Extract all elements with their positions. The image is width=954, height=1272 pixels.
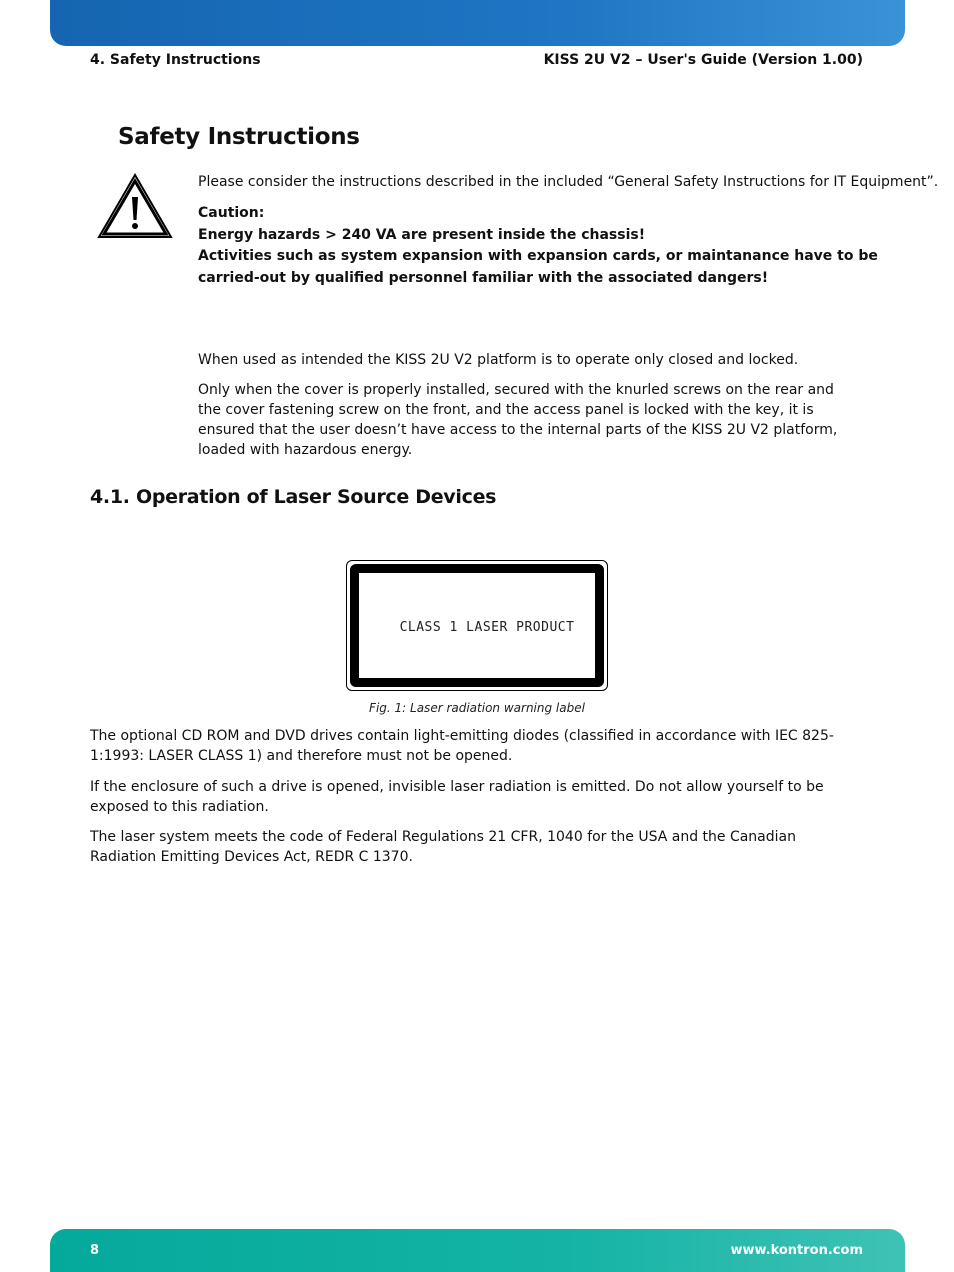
intro-paragraph: Please consider the instructions described in the included “General Safety Instructions for IT Equipment”.	[198, 174, 939, 190]
page-number: 8	[90, 1243, 100, 1258]
header-doc-title: KISS 2U V2 – User's Guide (Version 1.00)	[543, 52, 863, 68]
laser-label-text: CLASS 1 LASER PRODUCT	[399, 620, 575, 635]
laser-paragraph-regulations: The laser system meets the code of Federal Regulations 21 CFR, 1040 for the USA and the Canadian Radiation Emitting Devices Act, REDR C 1370.	[90, 829, 796, 865]
section-title-laser: 4.1. Operation of Laser Source Devices	[90, 486, 497, 508]
page-title: Safety Instructions	[118, 124, 360, 150]
warning-triangle-icon	[97, 173, 173, 239]
laser-paragraph-drives: The optional CD ROM and DVD drives contain light-emitting diodes (classified in accordance with IEC 825-1:1993: LASER CLASS 1) and therefore must not be opened.	[90, 728, 834, 764]
closed-paragraph: When used as intended the KISS 2U V2 platform is to operate only closed and locked.	[198, 352, 799, 368]
laser-label-frame	[350, 564, 604, 687]
caution-line-energy: Energy hazards > 240 VA are present inside the chassis!	[198, 226, 646, 243]
website-link[interactable]: www.kontron.com	[730, 1243, 863, 1258]
figure-caption: Fig. 1: Laser radiation warning label	[369, 701, 585, 715]
cover-paragraph: Only when the cover is properly installed, secured with the knurled screws on the rear and the cover fastening screw on the front, and the access panel is locked with the key, it is ensured that the user doesn’t have access to the internal parts of the KISS 2U V2 platform, loaded with hazardous energy.	[198, 382, 838, 458]
laser-paragraph-enclosure: If the enclosure of such a drive is opened, invisible laser radiation is emitted. Do not allow yourself to be exposed to this radiation.	[90, 779, 824, 815]
header-bar	[50, 0, 905, 46]
laser-warning-label	[346, 560, 608, 691]
caution-line-activities: Activities such as system expansion with expansion cards, or maintanance have to be carried-out by qualified personnel familiar with the associated dangers!	[198, 248, 878, 286]
footer-bar	[50, 1229, 905, 1272]
caution-label: Caution:	[198, 205, 265, 221]
header-section: 4. Safety Instructions	[90, 52, 261, 68]
caution-block	[198, 203, 878, 289]
